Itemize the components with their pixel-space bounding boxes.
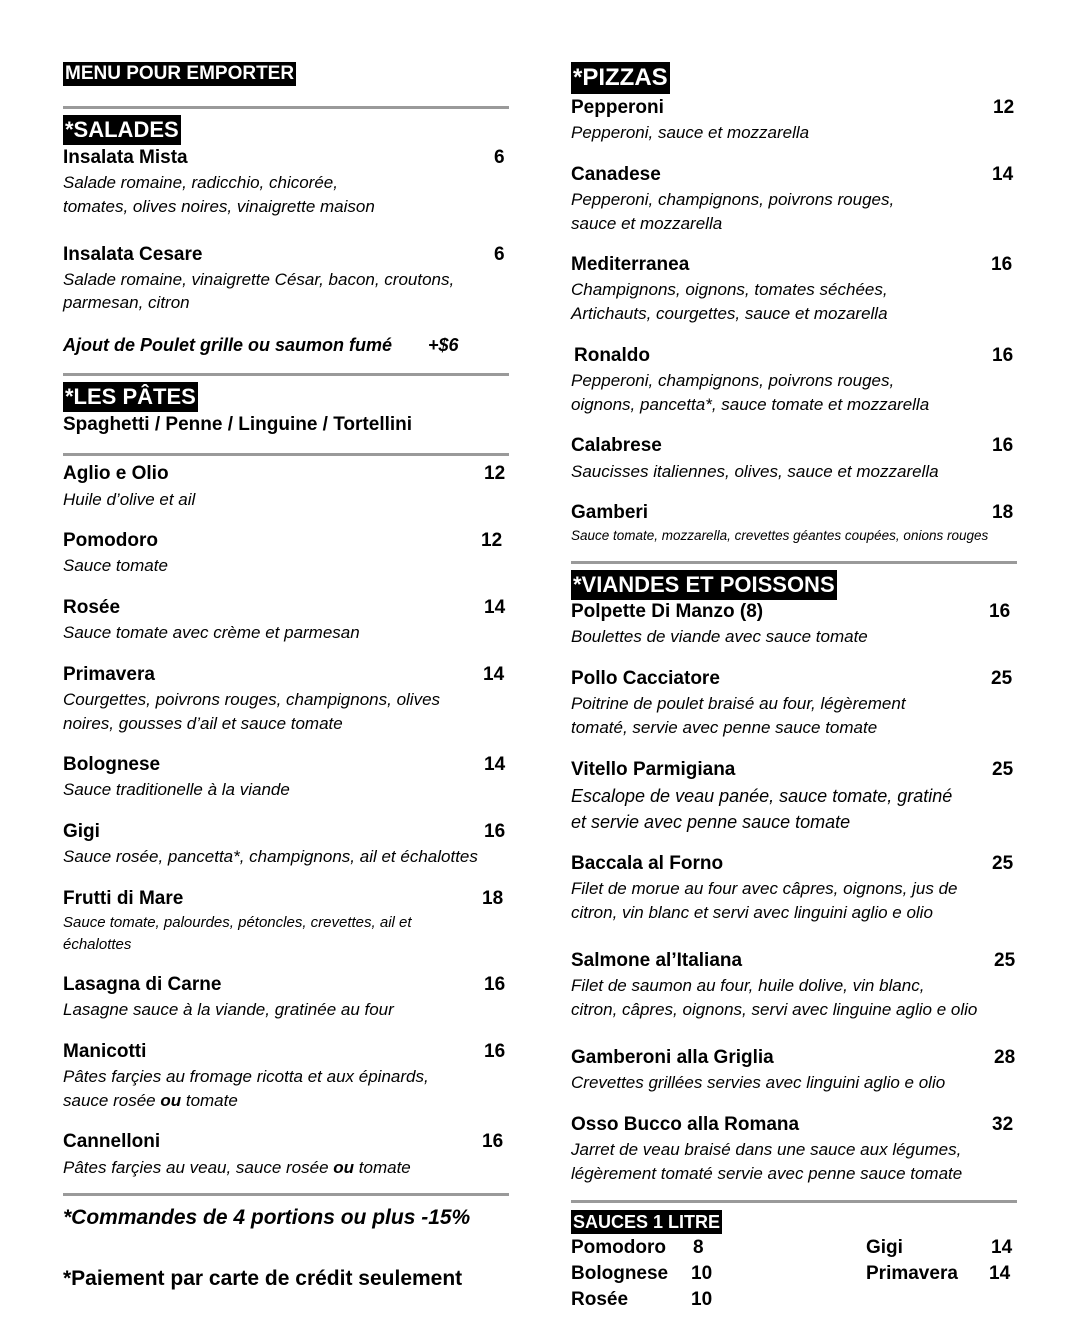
item-name: Vitello Parmigiana [571, 759, 736, 780]
addon-label: Ajout de Poulet grille ou saumon fumé [63, 335, 393, 355]
item-desc: Sauce tomate, mozzarella, crevettes géantes coupées, onions rouges [571, 528, 989, 543]
item-price: 25 [991, 668, 1013, 689]
item-name: Manicotti [63, 1041, 147, 1062]
divider [63, 106, 509, 109]
item-desc: Sauce tomate [63, 556, 168, 575]
addon-price: +$6 [428, 335, 459, 355]
item-price: 25 [994, 950, 1016, 971]
item-name: Mediterranea [571, 254, 690, 275]
sauce-name: Bolognese [571, 1263, 669, 1284]
item-name: Frutti di Mare [63, 888, 184, 909]
item-name: Gigi [63, 821, 100, 842]
item-desc: oignons, pancetta*, sauce tomate et mozzarella [571, 395, 930, 414]
sauce-name: Primavera [866, 1263, 958, 1284]
item-name: Rosée [63, 597, 121, 618]
sauce-name: Gigi [866, 1237, 903, 1258]
item-desc: Poitrine de poulet braisé au four, légèrement [571, 694, 906, 713]
divider [571, 561, 1017, 564]
item-name: Insalata Mista [63, 147, 188, 168]
item-desc: échalottes [63, 936, 132, 953]
item-price: 14 [992, 164, 1014, 185]
desc-part: Pâtes farçies au veau, sauce rosée [63, 1158, 334, 1177]
item-desc: et servie avec penne sauce tomate [571, 812, 851, 832]
item-price: 16 [484, 974, 506, 995]
desc-part: sauce rosée [63, 1091, 161, 1110]
discount-note: *Commandes de 4 portions ou plus -15% [63, 1206, 471, 1229]
item-price: 18 [482, 888, 504, 909]
desc-part: tomate [181, 1091, 238, 1110]
item-desc: Courgettes, poivrons rouges, champignons, olives [63, 690, 441, 709]
item-desc: légèrement tomaté servie avec penne sauce tomate [571, 1164, 963, 1183]
item-name: Pollo Cacciatore [571, 668, 720, 689]
item-name: Pepperoni [571, 97, 664, 118]
item-price: 14 [483, 664, 505, 685]
item-price: 16 [484, 1041, 506, 1062]
section-title-viandes: *VIANDES ET POISSONS [571, 570, 837, 600]
item-price: 12 [484, 463, 506, 484]
item-desc: Salade romaine, vinaigrette César, bacon, croutons, [63, 270, 455, 289]
item-name: Polpette Di Manzo (8) [571, 601, 764, 622]
item-desc: noires, gousses d’ail et sauce tomate [63, 714, 343, 733]
sauce-name: Pomodoro [571, 1237, 666, 1258]
item-desc: citron, câpres, oignons, servi avec linguine aglio e olio [571, 1000, 978, 1019]
item-desc: Pepperoni, champignons, poivrons rouges, [571, 371, 895, 390]
item-name: Cannelloni [63, 1131, 161, 1152]
item-desc: Filet de saumon au four, huile dolive, vin blanc, [571, 976, 925, 995]
item-desc: Huile d’olive et ail [63, 490, 196, 509]
item-name: Bolognese [63, 754, 161, 775]
item-price: 16 [991, 254, 1013, 275]
item-name: Insalata Cesare [63, 244, 203, 265]
item-desc: Lasagne sauce à la viande, gratinée au four [63, 1000, 394, 1019]
item-name: Gamberi [571, 502, 649, 523]
sauce-price: 14 [991, 1237, 1013, 1258]
divider [63, 1193, 509, 1196]
item-price: 6 [494, 147, 505, 168]
item-name: Primavera [63, 664, 155, 685]
item-name: Osso Bucco alla Romana [571, 1114, 800, 1135]
item-price: 25 [992, 759, 1014, 780]
item-name: Aglio e Olio [63, 463, 169, 484]
item-price: 16 [992, 345, 1014, 366]
item-desc: Champignons, oignons, tomates séchées, [571, 280, 888, 299]
item-desc: parmesan, citron [63, 293, 190, 312]
item-price: 32 [992, 1114, 1014, 1135]
item-desc [63, 1089, 238, 1113]
item-price: 18 [992, 502, 1014, 523]
divider [571, 1200, 1017, 1203]
item-desc: Pepperoni, champignons, poivrons rouges, [571, 190, 895, 209]
item-desc: Sauce rosée, pancetta*, champignons, ail et échalottes [63, 847, 478, 866]
item-price: 14 [484, 754, 506, 775]
item-name: Lasagna di Carne [63, 974, 222, 995]
item-desc: Jarret de veau braisé dans une sauce aux légumes, [571, 1140, 962, 1159]
item-name: Canadese [571, 164, 661, 185]
section-title-pates: *LES PÂTES [63, 382, 198, 412]
divider [63, 373, 509, 376]
menu-title: MENU POUR EMPORTER [65, 63, 295, 84]
item-price: 16 [482, 1131, 504, 1152]
item-price: 16 [992, 435, 1014, 456]
desc-part: tomate [354, 1158, 411, 1177]
sauce-price: 10 [691, 1289, 713, 1310]
item-name: Salmone al’Italiana [571, 950, 743, 971]
desc-part: ou [160, 1091, 182, 1110]
item-price: 12 [481, 530, 503, 551]
section-title-sauces: SAUCES 1 LITRE [573, 1212, 721, 1232]
item-name: Baccala al Forno [571, 853, 724, 874]
item-desc: tomates, olives noires, vinaigrette maison [63, 197, 375, 216]
item-price: 16 [484, 821, 506, 842]
item-desc: citron, vin blanc et servi avec linguini aglio e olio [571, 903, 933, 922]
item-desc: Sauce tomate avec crème et parmesan [63, 623, 360, 642]
item-price: 28 [994, 1047, 1016, 1068]
item-price: 6 [494, 244, 505, 265]
item-desc: Salade romaine, radicchio, chicorée, [63, 173, 338, 192]
item-desc: Escalope de veau panée, sauce tomate, gratiné [571, 786, 953, 806]
item-name: Calabrese [571, 435, 662, 456]
sauce-price: 10 [691, 1263, 713, 1284]
item-desc: Filet de morue au four avec câpres, oignons, jus de [571, 879, 958, 898]
desc-part: ou [333, 1158, 355, 1177]
payment-note: *Paiement par carte de crédit seulement [63, 1267, 463, 1290]
section-title-salades: *SALADES [63, 115, 181, 145]
sauce-name: Rosée [571, 1289, 629, 1310]
item-desc: Boulettes de viande avec sauce tomate [571, 627, 868, 646]
section-title-pizzas: *PIZZAS [571, 62, 670, 94]
sauce-price: 8 [693, 1237, 704, 1258]
divider [63, 453, 509, 456]
item-desc: Pepperoni, sauce et mozzarella [571, 123, 810, 142]
item-name: Ronaldo [574, 345, 650, 366]
item-price: 14 [484, 597, 506, 618]
item-desc: Artichauts, courgettes, sauce et mozarella [571, 304, 888, 323]
item-name: Gamberoni alla Griglia [571, 1047, 774, 1068]
item-desc: Saucisses italiennes, olives, sauce et mozzarella [571, 462, 939, 481]
item-desc: tomaté, servie avec penne sauce tomate [571, 718, 878, 737]
item-name: Pomodoro [63, 530, 158, 551]
item-desc: Sauce tomate, palourdes, pétoncles, crevettes, ail et [63, 914, 412, 931]
sauce-price: 14 [989, 1263, 1011, 1284]
item-desc: Sauce traditionelle à la viande [63, 780, 290, 799]
item-price: 25 [992, 853, 1014, 874]
pasta-types: Spaghetti / Penne / Linguine / Tortellini [63, 414, 413, 435]
item-desc [63, 1156, 411, 1180]
item-desc: Crevettes grillées servies avec linguini aglio e olio [571, 1073, 946, 1092]
item-price: 12 [993, 97, 1015, 118]
item-desc: sauce et mozzarella [571, 214, 723, 233]
item-price: 16 [989, 601, 1011, 622]
item-desc: Pâtes farçies au fromage ricotta et aux épinards, [63, 1067, 429, 1086]
